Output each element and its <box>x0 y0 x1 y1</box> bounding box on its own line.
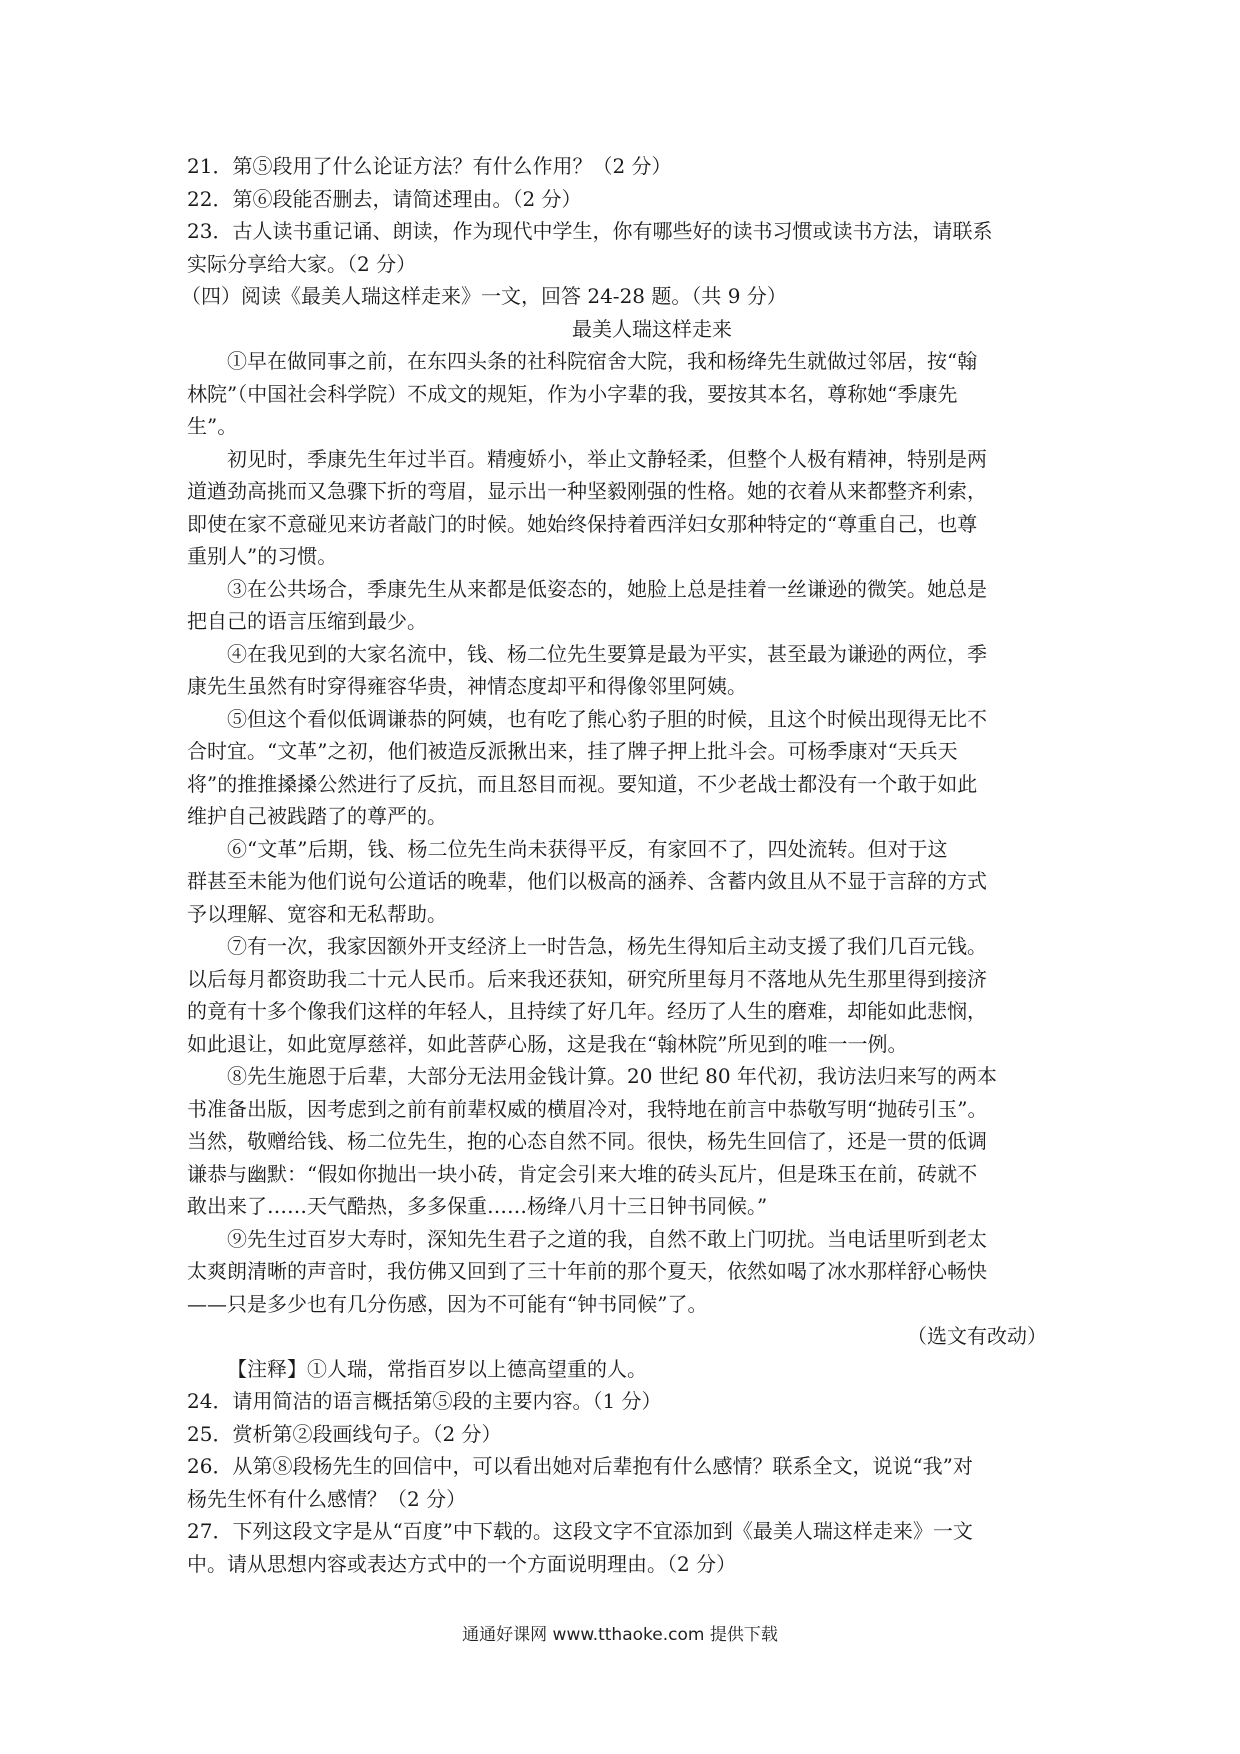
paragraph-7-line: 以后每月都资助我二十元人民币。后来我还获知，研究所里每月不落地从先生那里得到接济 <box>187 966 987 991</box>
paragraph-6-line: 群甚至未能为他们说句公道话的晚辈，他们以极高的涵养、含蓄内敛且从不显于言辞的方式 <box>187 869 987 893</box>
source-note: （选文有改动） <box>907 1324 1047 1348</box>
paragraph-8-line: 书准备出版，因考虑到之前有前辈权威的横眉冷对，我特地在前言中恭敬写明“抛砖引玉”。 <box>187 1096 988 1121</box>
article-title: 最美人瑞这样走来 <box>572 316 732 341</box>
paragraph-4-line: ④在我见到的大家名流中，钱、杨二位先生要算是最为平实，甚至最为谦逊的两位，季 <box>227 641 987 666</box>
paragraph-9-line: 太爽朗清晰的声音时，我仿佛又回到了三十年前的那个夏天，依然如喝了冰水那样舒心畅快 <box>187 1259 987 1283</box>
paragraph-9-line: ⑨先生过百岁大寿时，深知先生君子之道的我，自然不敢上门叨扰。当电话里听到老太 <box>227 1226 987 1251</box>
question-21: 21．第⑤段用了什么论证方法？有什么作用？（2 分） <box>187 154 672 178</box>
paragraph-8-line: 谦恭与幽默：“假如你抛出一块小砖，肯定会引来大堆的砖头瓦片，但是珠玉在前，砖就不 <box>187 1161 978 1186</box>
question-27: 27．下列这段文字是从“百度”中下载的。这段文字不宜添加到《最美人瑞这样走来》一文 <box>187 1519 973 1543</box>
paragraph-1-line: 生”。 <box>187 414 238 438</box>
question-25: 25．赏析第②段画线句子。（2 分） <box>187 1421 502 1446</box>
paragraph-7-line: ⑦有一次，我家因额外开支经济上一时告急，杨先生得知后主动支援了我们几百元钱。 <box>227 934 987 958</box>
paragraph-7-line: 如此退让，如此宽厚慈祥，如此菩萨心肠，这是我在“翰林院”所见到的唯一一例。 <box>187 1031 908 1056</box>
paragraph-1-line: 林院”（中国社会科学院）不成文的规矩，作为小字辈的我，要按其本名，尊称她“季康先 <box>187 381 958 406</box>
paragraph-8-line: 当然，敬赠给钱、杨二位先生，抱的心态自然不同。很快，杨先生回信了，还是一贯的低调 <box>187 1129 987 1153</box>
paragraph-5-line: 维护自己被践踏了的尊严的。 <box>187 804 447 828</box>
paragraph-9-line: ——只是多少也有几分伤感，因为不可能有“钟书同候”了。 <box>187 1291 708 1316</box>
question-24: 24．请用简洁的语言概括第⑤段的主要内容。（1 分） <box>187 1389 662 1413</box>
paragraph-3-line: 把自己的语言压缩到最少。 <box>187 609 427 633</box>
paragraph-2-line: 初见时，季康先生年过半百。精瘦娇小，举止文静轻柔，但整个人极有精神，特别是两 <box>227 446 987 471</box>
paragraph-5-line: ⑤但这个看似低调谦恭的阿姨，也有吃了熊心豹子胆的时候，且这个时候出现得无比不 <box>227 706 987 731</box>
paragraph-6-line: ⑥“文革”后期，钱、杨二位先生尚未获得平反，有家回不了，四处流转。但对于这 <box>227 836 948 861</box>
question-22: 22．第⑥段能否删去，请简述理由。（2 分） <box>187 186 582 211</box>
paragraph-3-line: ③在公共场合，季康先生从来都是低姿态的，她脸上总是挂着一丝谦逊的微笑。她总是 <box>227 576 987 601</box>
paragraph-1-line: ①早在做同事之前，在东四头条的社科院宿舍大院，我和杨绛先生就做过邻居，按“翰 <box>227 349 978 373</box>
question-26: 26．从第⑧段杨先生的回信中，可以看出她对后辈抱有什么感情？联系全文，说说“我”对 <box>187 1454 973 1478</box>
paragraph-5-line: 将”的推推搡搡公然进行了反抗，而且怒目而视。要知道，不少老战士都没有一个敢于如此 <box>187 771 978 796</box>
question-23: 23．古人读书重记诵、朗读，作为现代中学生，你有哪些好的读书习惯或读书方法，请联系 <box>187 219 993 243</box>
paragraph-2-line: 道遒劲高挑而又急骤下折的弯眉，显示出一种坚毅刚强的性格。她的衣着从来都整齐利索， <box>187 479 987 503</box>
paragraph-6-line: 予以理解、宽容和无私帮助。 <box>187 901 447 926</box>
paragraph-8-line: 敢出来了……天气酷热，多多保重……杨绛八月十三日钟书同候。” <box>187 1194 768 1218</box>
annotation: 【注释】①人瑞，常指百岁以上德高望重的人。 <box>227 1356 647 1381</box>
question-23-cont: 实际分享给大家。（2 分） <box>187 251 417 276</box>
document-page <box>181 150 1057 1580</box>
paragraph-5-line: 合时宜。“文革”之初，他们被造反派揪出来，挂了牌子押上批斗会。可杨季康对“天兵天 <box>187 739 958 763</box>
question-27-cont: 中。请从思想内容或表达方式中的一个方面说明理由。（2 分） <box>187 1551 737 1576</box>
section-heading: （四）阅读《最美人瑞这样走来》一文，回答 24-28 题。（共 9 分） <box>181 284 787 308</box>
paragraph-4-line: 康先生虽然有时穿得雍容华贵，神情态度却平和得像邻里阿姨。 <box>187 674 747 698</box>
paragraph-2-line: 即使在家不意碰见来访者敲门的时候。她始终保持着西洋妇女那种特定的“尊重自己，也尊 <box>187 511 978 536</box>
paragraph-2-line: 重别人”的习惯。 <box>187 544 338 568</box>
paragraph-7-line: 的竟有十多个像我们这样的年轻人，且持续了好几年。经历了人生的磨难，却能如此悲悯， <box>187 999 987 1023</box>
footer-watermark: 通通好课网 www.tthaoke.com 提供下载 <box>462 1625 778 1645</box>
question-26-cont: 杨先生怀有什么感情？（2 分） <box>187 1486 467 1511</box>
paragraph-8-line: ⑧先生施恩于后辈，大部分无法用金钱计算。20 世纪 80 年代初，我访法归来写的两本 <box>227 1064 997 1088</box>
